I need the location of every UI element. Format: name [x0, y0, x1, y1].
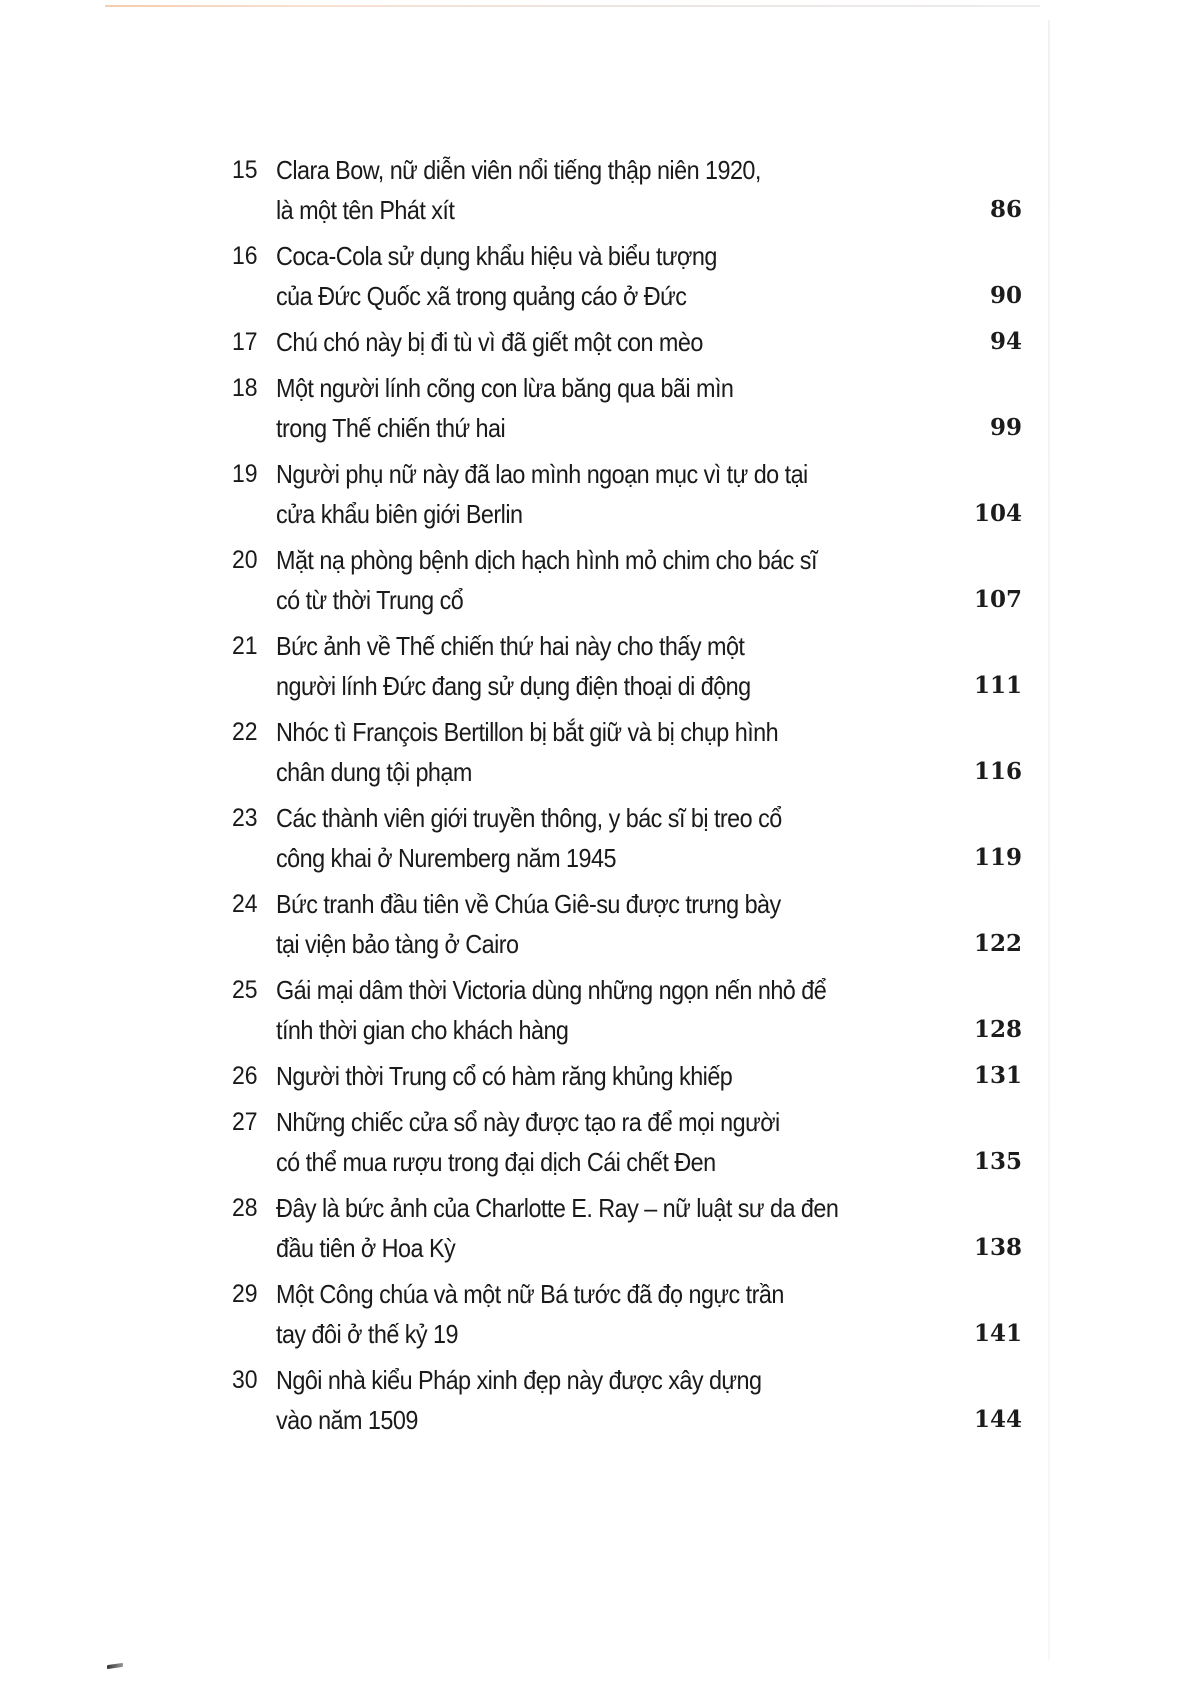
entry-page-number: 141 — [973, 1320, 1022, 1347]
page-right-edge — [1048, 20, 1050, 1660]
toc-entry — [232, 712, 1022, 792]
entry-title-line: của Đức Quốc xã trong quảng cáo ở Đức — [276, 281, 687, 311]
entry-title-line: Một người lính cõng con lừa băng qua bãi mìn — [276, 373, 734, 403]
entry-title-line: Nhóc tì François Bertillon bị bắt giữ và bị chụp hình — [276, 717, 779, 747]
entry-title-line: Mặt nạ phòng bệnh dịch hạch hình mỏ chim cho bác sĩ — [276, 545, 817, 575]
entry-title-line: trong Thế chiến thứ hai — [276, 413, 506, 443]
entry-number: 20 — [232, 546, 258, 574]
entry-title-line: Những chiếc cửa sổ này được tạo ra để mọi người — [276, 1107, 780, 1137]
entry-page-number: 99 — [989, 414, 1022, 441]
entry-title-line: đầu tiên ở Hoa Kỳ — [276, 1233, 456, 1263]
toc-entry — [232, 1188, 1022, 1268]
toc-entry — [232, 236, 1022, 316]
entry-title — [276, 454, 884, 534]
entry-number: 16 — [232, 242, 258, 270]
toc-entry — [232, 1102, 1022, 1182]
toc-entry — [232, 1274, 1022, 1354]
entry-title — [276, 970, 884, 1050]
entry-title — [276, 626, 884, 706]
entry-number: 21 — [232, 632, 258, 660]
entry-number: 25 — [232, 976, 258, 1004]
toc-entry — [232, 884, 1022, 964]
entry-title-line: Bức ảnh về Thế chiến thứ hai này cho thấy một — [276, 631, 745, 661]
scan-edge-line — [105, 5, 1040, 7]
entry-number: 23 — [232, 804, 258, 832]
entry-title-line: tại viện bảo tàng ở Cairo — [276, 929, 519, 959]
entry-title-line: người lính Đức đang sử dụng điện thoại di động — [276, 671, 751, 701]
entry-title-line: có từ thời Trung cổ — [276, 585, 464, 615]
entry-page-number: 119 — [973, 844, 1022, 871]
entry-page-number: 94 — [989, 328, 1022, 355]
entry-number: 18 — [232, 374, 258, 402]
toc-entry — [232, 1056, 1022, 1096]
table-of-contents — [232, 150, 1022, 1446]
entry-page-number: 111 — [973, 672, 1022, 699]
toc-entry — [232, 970, 1022, 1050]
entry-title-line: Chú chó này bị đi tù vì đã giết một con mèo — [276, 327, 703, 357]
entry-page-number: 144 — [973, 1406, 1022, 1433]
entry-title — [276, 322, 884, 362]
toc-entry — [232, 626, 1022, 706]
entry-number: 26 — [232, 1062, 258, 1090]
toc-entry — [232, 454, 1022, 534]
entry-title — [276, 150, 884, 230]
entry-title — [276, 1188, 884, 1268]
entry-title-line: tính thời gian cho khách hàng — [276, 1015, 569, 1045]
toc-entry — [232, 368, 1022, 448]
entry-title — [276, 1056, 884, 1096]
entry-title-line: Người phụ nữ này đã lao mình ngoạn mục vì tự do tại — [276, 459, 808, 489]
toc-entry — [232, 150, 1022, 230]
entry-page-number: 122 — [973, 930, 1022, 957]
scan-corner-mark — [107, 1663, 123, 1669]
entry-page-number: 86 — [989, 196, 1022, 223]
entry-title-line: công khai ở Nuremberg năm 1945 — [276, 843, 616, 873]
entry-title — [276, 712, 884, 792]
entry-title — [276, 368, 884, 448]
entry-title-line: có thể mua rượu trong đại dịch Cái chết Đen — [276, 1147, 716, 1177]
entry-title-line: là một tên Phát xít — [276, 195, 455, 225]
entry-title-line: Người thời Trung cổ có hàm răng khủng khiếp — [276, 1061, 733, 1091]
entry-page-number: 131 — [973, 1062, 1022, 1089]
entry-title — [276, 236, 884, 316]
entry-page-number: 135 — [973, 1148, 1022, 1175]
entry-page-number: 138 — [973, 1234, 1022, 1261]
entry-number: 28 — [232, 1194, 258, 1222]
toc-entry — [232, 322, 1022, 362]
entry-page-number: 90 — [989, 282, 1022, 309]
entry-title-line: tay đôi ở thế kỷ 19 — [276, 1319, 458, 1349]
entry-title-line: Bức tranh đầu tiên về Chúa Giê-su được trưng bày — [276, 889, 781, 919]
entry-title — [276, 1274, 884, 1354]
entry-number: 15 — [232, 156, 258, 184]
entry-number: 24 — [232, 890, 258, 918]
entry-title-line: Gái mại dâm thời Victoria dùng những ngọn nến nhỏ để — [276, 975, 827, 1005]
entry-title — [276, 1102, 884, 1182]
entry-number: 30 — [232, 1366, 258, 1394]
entry-title-line: Một Công chúa và một nữ Bá tước đã đọ ngực trần — [276, 1279, 784, 1309]
entry-title — [276, 1360, 884, 1440]
entry-title-line: cửa khẩu biên giới Berlin — [276, 499, 523, 529]
toc-entry — [232, 1360, 1022, 1440]
toc-entry — [232, 798, 1022, 878]
entry-page-number: 128 — [973, 1016, 1022, 1043]
entry-title — [276, 884, 884, 964]
entry-number: 27 — [232, 1108, 258, 1136]
entry-page-number: 107 — [973, 586, 1022, 613]
entry-number: 29 — [232, 1280, 258, 1308]
entry-page-number: 104 — [973, 500, 1022, 527]
entry-title-line: chân dung tội phạm — [276, 757, 472, 787]
entry-title-line: Ngôi nhà kiểu Pháp xinh đẹp này được xây dựng — [276, 1365, 762, 1395]
entry-number: 19 — [232, 460, 258, 488]
entry-number: 22 — [232, 718, 258, 746]
entry-title-line: Đây là bức ảnh của Charlotte E. Ray – nữ luật sư da đen — [276, 1193, 839, 1223]
entry-number: 17 — [232, 328, 258, 356]
entry-title-line: Coca-Cola sử dụng khẩu hiệu và biểu tượng — [276, 241, 717, 271]
entry-title-line: Clara Bow, nữ diễn viên nổi tiếng thập niên 1920, — [276, 155, 761, 185]
entry-page-number: 116 — [973, 758, 1022, 785]
entry-title — [276, 798, 884, 878]
entry-title-line: Các thành viên giới truyền thông, y bác sĩ bị treo cổ — [276, 803, 782, 833]
entry-title-line: vào năm 1509 — [276, 1405, 418, 1435]
toc-entry — [232, 540, 1022, 620]
entry-title — [276, 540, 884, 620]
